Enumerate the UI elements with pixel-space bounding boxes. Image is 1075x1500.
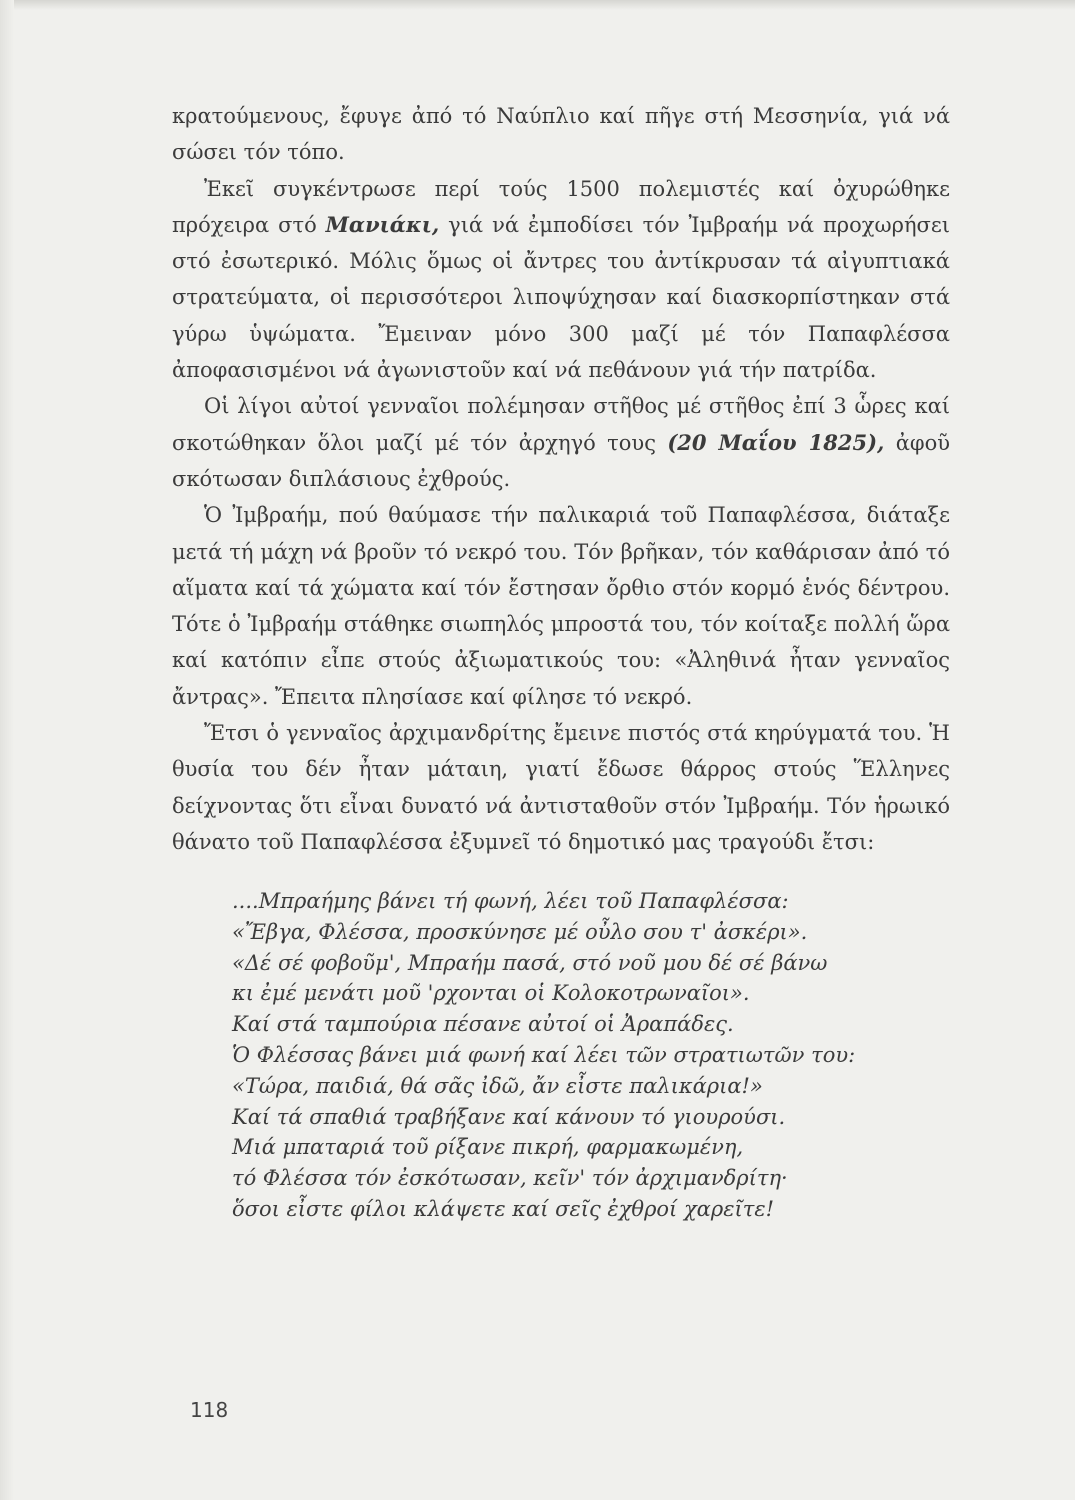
- bold-italic-date: (20 Μαΐου 1825),: [667, 429, 885, 455]
- paragraph-1: κρατούμενους, ἔφυγε ἀπό τό Ναύπλιο καί πῆγε στή Μεσσηνία, γιά νά σώσει τόν τόπο.: [172, 104, 950, 165]
- paragraph-4: Ὁ Ἰμβραήμ, πού θαύμασε τήν παλικαριά τοῦ Παπαφλέσσα, διάταξε μετά τή μάχη νά βροῦν τό νεκρό του. Τόν βρῆκαν, τόν καθάρισαν ἀπό τό αἵματα καί τά χώματα καί τόν ἔστησαν ὄρθιο στόν κορμό ἑνός δέντρου. Τότε ὁ Ἰμβραήμ στάθηκε σιωπηλός μπροστά του, τόν κοίταξε πολλή ὥρα καί κατόπιν εἶπε στούς ἀξιωματικούς του: «Ἀληθινά ἦταν γενναῖος ἄντρας». Ἔπειτα πλησίασε καί φίλησε τό νεκρό.: [172, 503, 950, 709]
- verse-line: «Ἔβγα, Φλέσσα, προσκύνησε μέ οὖλο σου τ' ἀσκέρι».: [232, 919, 808, 944]
- verse-line: Μιά μπαταριά τοῦ ρίξανε πικρή, φαρμακωμένη,: [232, 1135, 744, 1160]
- verse-line: «Δέ σέ φοβοῦμ', Μπραήμ πασά, στό νοῦ μου δέ σέ βάνω: [232, 950, 828, 975]
- paragraph-2: Ἐκεῖ συγκέντρωσε περί τούς 1500 πολεμιστές καί ὀχυρώθηκε πρόχειρα στό Μανιάκι, γιά νά ἐμποδίσει τόν Ἰμβραήμ νά προχωρήσει στό ἐσωτερικό. Μόλις ὅμως οἱ ἄντρες του ἀντίκρυσαν τά αἰγυπτιακά στρατεύματα, οἱ περισσότεροι λιποψύχησαν καί διασκορπίστηκαν στά γύρω ὑψώματα. Ἔμειναν μόνο 300 μαζί μέ τόν Παπαφλέσσα ἀποφασισμένοι νά ἀγωνιστοῦν καί νά πεθάνουν γιά τήν πατρίδα.: [172, 176, 950, 383]
- paragraph-3: Οἱ λίγοι αὐτοί γενναῖοι πολέμησαν στῆθος μέ στῆθος ἐπί 3 ὧρες καί σκοτώθηκαν ὅλοι μαζί μέ τόν ἀρχηγό τους (20 Μαΐου 1825), ἀφοῦ σκότωσαν διπλάσιους ἐχθρούς.: [172, 394, 950, 491]
- verse-line: κι ἐμέ μενάτι μοῦ 'ρχονται οἱ Κολοκοτρωναῖοι».: [232, 981, 750, 1006]
- verse-line: «Τώρα, παιδιά, θά σᾶς ἰδῶ, ἄν εἶστε παλικάρια!»: [232, 1073, 763, 1098]
- verse-line: Ὁ Φλέσσας βάνει μιά φωνή καί λέει τῶν στρατιωτῶν του:: [232, 1042, 856, 1067]
- bold-italic-place-name: Μανιάκι,: [325, 211, 440, 237]
- verse-line: ὅσοι εἶστε φίλοι κλάψετε καί σεῖς ἐχθροί χαρεῖτε!: [232, 1196, 775, 1221]
- page-top-edge-shadow: [0, 0, 1075, 10]
- paragraph-5: Ἔτσι ὁ γενναῖος ἀρχιμανδρίτης ἔμεινε πιστός στά κηρύγματά του. Ἡ θυσία του δέν ἦταν μάταιη, γιατί ἔδωσε θάρρος στούς Ἕλληνες δείχνοντας ὅτι εἶναι δυνατό νά ἀντισταθοῦν στόν Ἰμβραήμ. Τόν ἡρωικό θάνατο τοῦ Παπαφλέσσα ἐξυμνεῖ τό δημοτικό μας τραγούδι ἔτσι:: [172, 721, 950, 854]
- folk-song-verse: [232, 886, 912, 1225]
- verse-line: τό Φλέσσα τόν ἐσκότωσαν, κεῖν' τόν ἀρχιμανδρίτη·: [232, 1166, 788, 1191]
- page-number: 118: [190, 1398, 229, 1422]
- prose-text: [172, 98, 950, 860]
- page-left-edge-shadow: [0, 0, 14, 1500]
- verse-line: Καί στά ταμπούρια πέσανε αὐτοί οἱ Ἀραπάδες.: [232, 1012, 734, 1037]
- verse-line: Καί τά σπαθιά τραβήξανε καί κάνουν τό γιουρούσι.: [232, 1104, 786, 1129]
- verse-line: ....Μπραήμης βάνει τή φωνή, λέει τοῦ Παπαφλέσσα:: [232, 889, 789, 913]
